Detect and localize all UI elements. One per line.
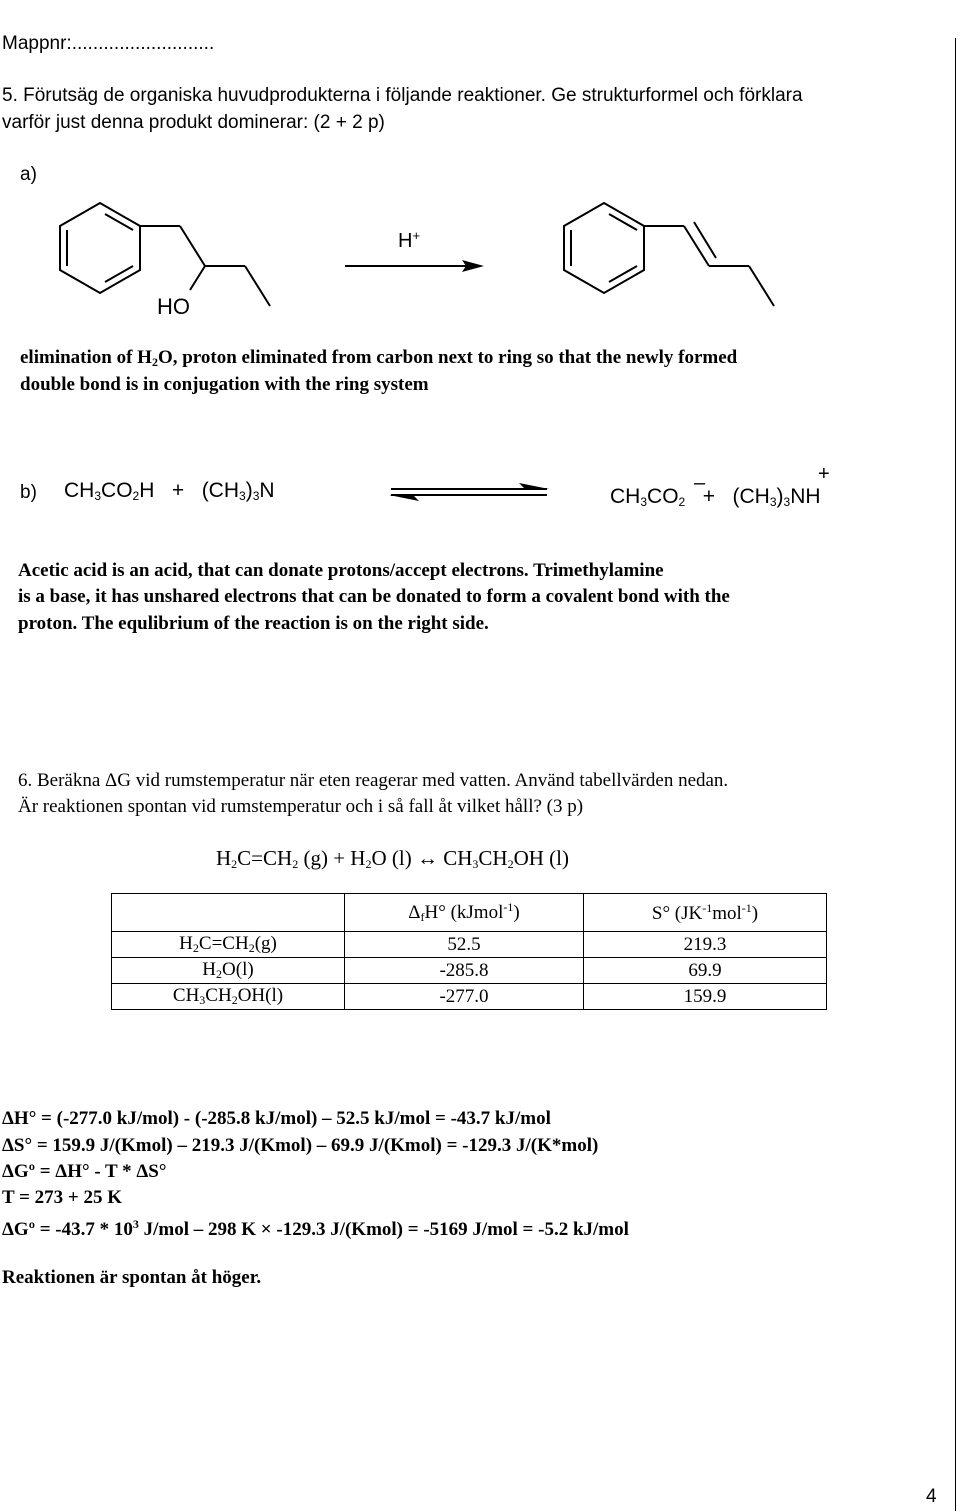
calc-temperature: T = 273 + 25 K <box>2 1187 123 1208</box>
q6-reaction: $H_2C=CH_2$ $(g) + H_2O$ (l) ↔ $CH_3CH_2OH$ (l) <box>216 846 569 871</box>
reaction-b-left: $CH_3CO_2H$ + $(CH_3)_3N$ <box>64 479 275 503</box>
table-row <box>112 958 827 984</box>
answer-a-line1: elimination of $H_2O$, proton eliminated from carbon next to ring so that the newly formed <box>20 347 738 369</box>
page-number: 4 <box>926 1486 937 1507</box>
product-structure <box>564 203 774 306</box>
dfh-cell: -277.0 <box>345 984 584 1010</box>
thermo-table <box>111 893 827 1010</box>
calc-dg-formula: ΔGº = ΔH° - T * ΔS° <box>2 1161 167 1182</box>
plus-charge: + <box>818 463 830 485</box>
q6-line1: 6. Beräkna ΔG vid rumstemperatur när eten reagerar med vatten. Använd tabellvärden nedan. <box>18 770 729 791</box>
reaction-arrow <box>345 260 484 272</box>
equilibrium-arrow <box>385 480 555 504</box>
answer-b-line3: proton. The equlibrium of the reaction is on the right side. <box>18 613 489 634</box>
calc-dg-result: ΔGº = $-43.7 * 10^3$ J/mol – 298 K × -129.3 J/(Kmol) = -5169 J/mol = -5.2 kJ/mol <box>2 1217 629 1240</box>
q5-line2: varför just denna produkt dominerar: (2 + 2 p) <box>2 112 385 133</box>
table-row <box>112 932 827 958</box>
q6-line2: Är reaktionen spontan vid rumstemperatur och i så fall åt vilket håll? (3 p) <box>18 796 584 817</box>
q5-line1: 5. Förutsäg de organiska huvudprodukterna i följande reaktioner. Ge strukturformel och förklara <box>2 85 803 106</box>
dfh-cell: -285.8 <box>345 958 584 984</box>
entropy-cell: 159.9 <box>584 984 827 1010</box>
dfh-cell: 52.5 <box>345 932 584 958</box>
table-header-dfh: $\Delta_fH^\circ$ (kJmol$^{-1}$) <box>345 894 584 932</box>
reaction-a-scheme <box>0 180 960 330</box>
conclusion: Reaktionen är spontan åt höger. <box>2 1267 262 1288</box>
table-row <box>112 984 827 1010</box>
entropy-cell: 69.9 <box>584 958 827 984</box>
table-header-s: S° $(JK^{-1}mol^{-1})$ <box>584 894 827 932</box>
species-cell: $CH_3CH_2OH(l)$ <box>112 984 345 1010</box>
calc-dh: ΔH° = (-277.0 kJ/mol) - (-285.8 kJ/mol) – 52.5 kJ/mol = -43.7 kJ/mol <box>2 1108 551 1129</box>
answer-b-line1: Acetic acid is an acid, that can donate protons/accept electrons. Trimethylamine <box>18 560 664 581</box>
calc-ds: ΔS° = 159.9 J/(Kmol) – 219.3 J/(Kmol) – 69.9 J/(Kmol) = -129.3 J/(K*mol) <box>2 1135 599 1156</box>
entropy-cell: 219.3 <box>584 932 827 958</box>
table-header-blank <box>112 894 345 932</box>
reaction-b-right: $CH_3CO_2$ + $(CH_3)_3NH$ <box>610 485 821 509</box>
mappnr-label: Mappnr:........................... <box>2 33 215 54</box>
answer-a-line2: double bond is in conjugation with the ring system <box>20 374 429 395</box>
q5-part-b: b) <box>20 482 37 503</box>
ho-label: HO <box>157 294 190 319</box>
species-cell: $H_2O(l)$ <box>112 958 345 984</box>
reactant-structure <box>60 203 270 306</box>
q5-part-a: a) <box>20 164 37 185</box>
table-header-row <box>112 894 827 932</box>
reagent-label: H+ <box>398 228 421 252</box>
species-cell: $H_2C=CH_2(g)$ <box>112 932 345 958</box>
answer-b-line2: is a base, it has unshared electrons that can be donated to form a covalent bond with the <box>18 586 730 607</box>
minus-charge: – <box>694 472 706 494</box>
